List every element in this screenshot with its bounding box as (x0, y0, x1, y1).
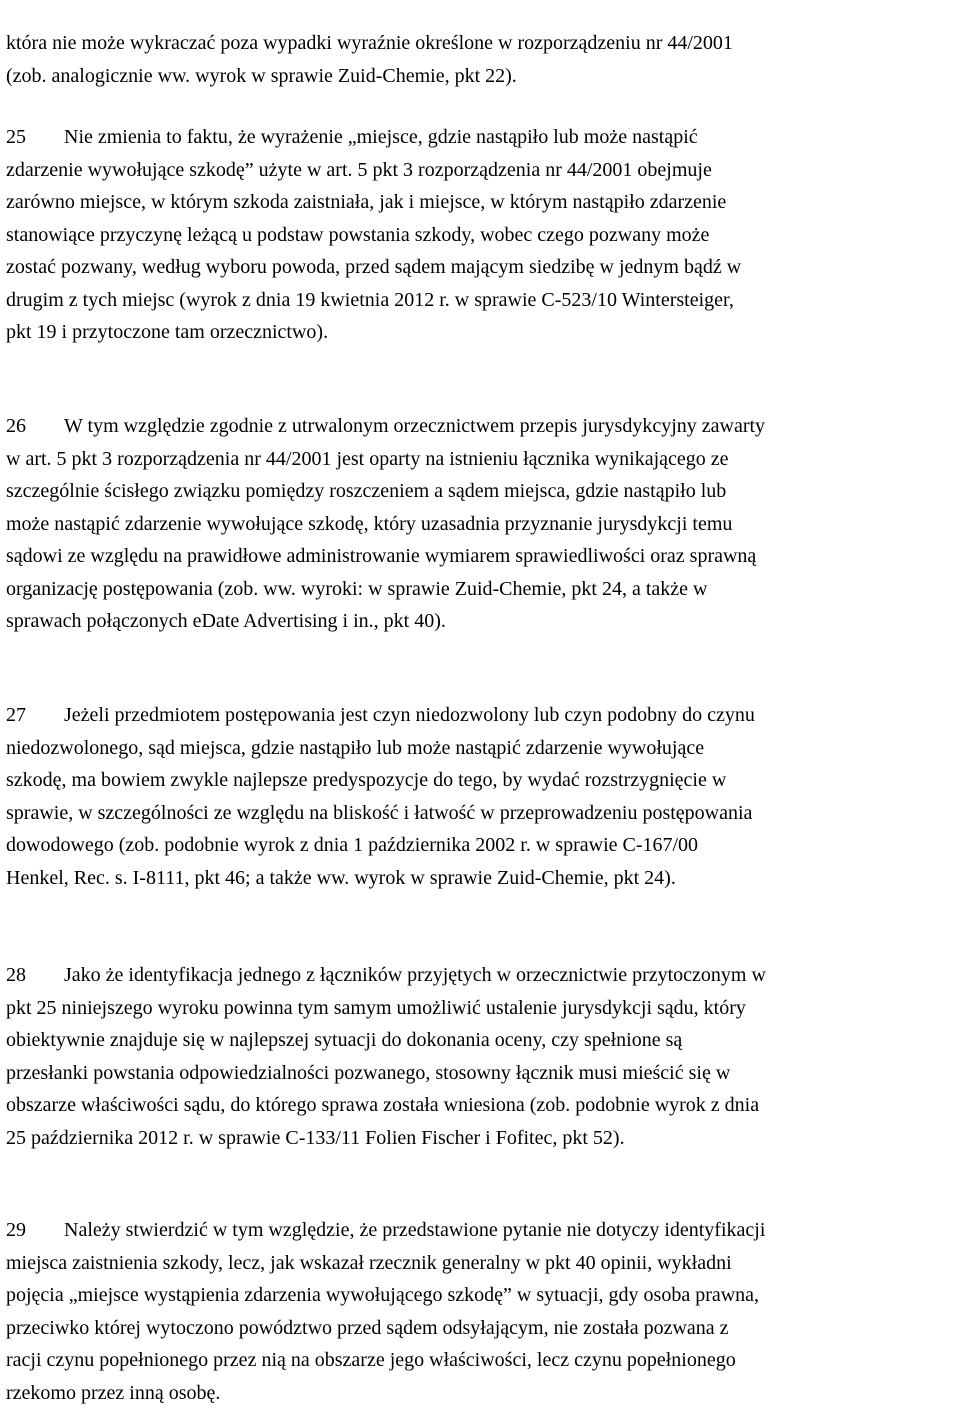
text-line (6, 410, 956, 443)
text-line: szkodę, ma bowiem zwykle najlepsze predyspozycje do tego, by wydać rozstrzygnięcie w (6, 764, 956, 797)
paragraph-26 (6, 410, 956, 638)
paragraph-28 (6, 959, 956, 1154)
text-line-content: W tym względzie zgodnie z utrwalonym orzecznictwem przepis jurysdykcyjny zawarty (64, 415, 765, 437)
text-line: szczególnie ścisłego związku pomiędzy roszczeniem a sądem miejsca, gdzie nastąpiło lub (6, 475, 956, 508)
text-line: miejsca zaistnienia szkody, lecz, jak wskazał rzecznik generalny w pkt 40 opinii, wykładni (6, 1247, 956, 1280)
text-line-content: Jako że identyfikacja jednego z łączników przyjętych w orzecznictwie przytoczonym w (64, 964, 766, 986)
text-line: zdarzenie wywołujące szkodę” użyte w art. 5 pkt 3 rozporządzenia nr 44/2001 obejmuje (6, 154, 956, 187)
text-line: sądowi ze względu na prawidłowe administrowanie wymiarem sprawiedliwości oraz sprawną (6, 540, 956, 573)
text-line: może nastąpić zdarzenie wywołujące szkodę, który uzasadnia przyznanie jurysdykcji temu (6, 508, 956, 541)
text-line (6, 699, 956, 732)
text-line (6, 1214, 956, 1247)
text-line: 25 października 2012 r. w sprawie C‑133/11 Folien Fischer i Fofitec, pkt 52). (6, 1122, 956, 1155)
text-line: niedozwolonego, sąd miejsca, gdzie nastąpiło lub może nastąpić zdarzenie wywołujące (6, 732, 956, 765)
text-line: Henkel, Rec. s. I‑8111, pkt 46; a także ww. wyrok w sprawie Zuid-Chemie, pkt 24). (6, 862, 956, 895)
text-line: w art. 5 pkt 3 rozporządzenia nr 44/2001 jest oparty na istnieniu łącznika wynikającego ze (6, 443, 956, 476)
paragraph-number: 29 (6, 1214, 64, 1247)
text-line: zarówno miejsce, w którym szkoda zaistniała, jak i miejsce, w którym nastąpiło zdarzenie (6, 186, 956, 219)
paragraph-25 (6, 121, 956, 349)
text-line: dowodowego (zob. podobnie wyrok z dnia 1 października 2002 r. w sprawie C‑167/00 (6, 829, 956, 862)
text-line: rzekomo przez inną osobę. (6, 1377, 956, 1409)
text-line (6, 959, 956, 992)
text-line: (zob. analogicznie ww. wyrok w sprawie Zuid-Chemie, pkt 22). (6, 60, 956, 93)
paragraph-27 (6, 699, 956, 894)
text-line: przesłanki powstania odpowiedzialności pozwanego, stosowny łącznik musi mieścić się w (6, 1057, 956, 1090)
text-line-content: Jeżeli przedmiotem postępowania jest czyn niedozwolony lub czyn podobny do czynu (64, 704, 755, 726)
paragraph-continuation (6, 27, 956, 92)
text-line: stanowiące przyczynę leżącą u podstaw powstania szkody, wobec czego pozwany może (6, 219, 956, 252)
text-line: pkt 19 i przytoczone tam orzecznictwo). (6, 316, 956, 349)
text-line: przeciwko której wytoczono powództwo przed sądem odsyłającym, nie została pozwana z (6, 1312, 956, 1345)
text-line: organizację postępowania (zob. ww. wyroki: w sprawie Zuid-Chemie, pkt 24, a także w (6, 573, 956, 606)
text-line: pkt 25 niniejszego wyroku powinna tym samym umożliwić ustalenie jurysdykcji sądu, który (6, 992, 956, 1025)
text-line: która nie może wykraczać poza wypadki wyraźnie określone w rozporządzeniu nr 44/2001 (6, 27, 956, 60)
text-line: racji czynu popełnionego przez nią na obszarze jego właściwości, lecz czynu popełnionego (6, 1344, 956, 1377)
text-line: drugim z tych miejsc (wyrok z dnia 19 kwietnia 2012 r. w sprawie C‑523/10 Wintersteiger, (6, 284, 956, 317)
text-line (6, 121, 956, 154)
paragraph-number: 28 (6, 959, 64, 992)
text-line: sprawie, w szczególności ze względu na bliskość i łatwość w przeprowadzeniu postępowania (6, 797, 956, 830)
paragraph-number: 27 (6, 699, 64, 732)
text-line: sprawach połączonych eDate Advertising i in., pkt 40). (6, 605, 956, 638)
text-line: pojęcia „miejsce wystąpienia zdarzenia wywołującego szkodę” w sytuacji, gdy osoba prawna, (6, 1279, 956, 1312)
text-line: obszarze właściwości sądu, do którego sprawa została wniesiona (zob. podobnie wyrok z dnia (6, 1089, 956, 1122)
text-line-content: Nie zmienia to faktu, że wyrażenie „miejsce, gdzie nastąpiło lub może nastąpić (64, 126, 698, 148)
paragraph-number: 25 (6, 121, 64, 154)
paragraph-number: 26 (6, 410, 64, 443)
text-line: zostać pozwany, według wyboru powoda, przed sądem mającym siedzibę w jednym bądź w (6, 251, 956, 284)
paragraph-29 (6, 1214, 956, 1409)
text-line: obiektywnie znajduje się w najlepszej sytuacji do dokonania oceny, czy spełnione są (6, 1024, 956, 1057)
text-line-content: Należy stwierdzić w tym względzie, że przedstawione pytanie nie dotyczy identyfikacji (64, 1219, 765, 1241)
